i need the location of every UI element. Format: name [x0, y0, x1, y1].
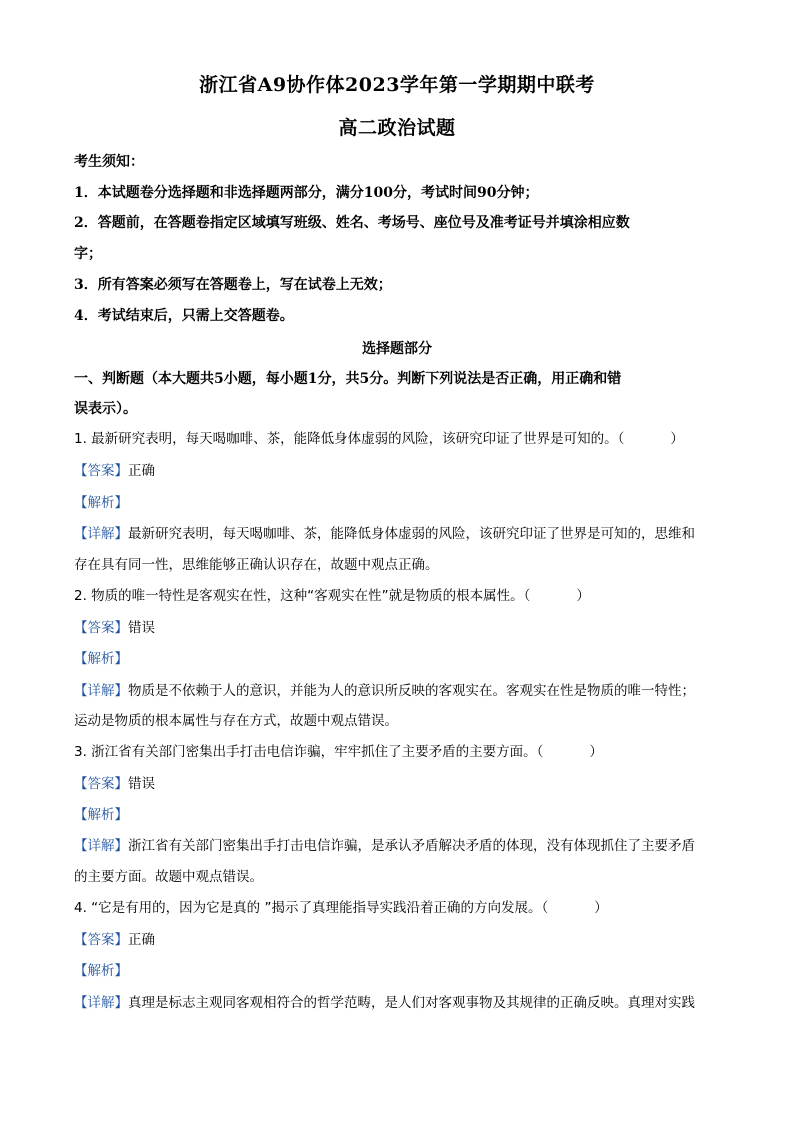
detail-text-cont: 存在具有同一性，思维能够正确认识存在，故题中观点正确。 — [74, 557, 439, 573]
part-heading-cont: 误表示）。 — [74, 401, 137, 417]
analysis-row — [74, 805, 724, 825]
answer-tag: 【答案】 — [74, 932, 128, 948]
notice-heading: 考生须知： — [74, 154, 144, 170]
answer-value: 错误 — [128, 620, 155, 636]
analysis-row — [74, 961, 724, 981]
part-heading: 一、判断题（本大题共5小题，每小题1分，共5分。判断下列说法是否正确，用正确和错 — [74, 371, 622, 387]
detail-text-cont: 运动是物质的根本属性与存在方式，故题中观点错误。 — [74, 713, 398, 729]
answer-value: 正确 — [128, 463, 155, 479]
answer-value: 错误 — [128, 776, 155, 792]
answer-row — [74, 930, 724, 950]
detail-tag: 【详解】 — [74, 995, 128, 1011]
notice-item: 字； — [74, 246, 102, 262]
section-title: 选择题部分 — [362, 341, 432, 357]
analysis-row — [74, 493, 724, 513]
detail-text-cont: 的主要方面。故题中观点错误。 — [74, 869, 263, 885]
answer-tag: 【答案】 — [74, 776, 128, 792]
question-text: 2. 物质的唯一特性是客观实在性，这种“客观实在性”就是物质的根本属性。 — [74, 588, 524, 604]
detail-row — [74, 524, 724, 544]
detail-tag: 【详解】 — [74, 838, 128, 854]
analysis-tag: 【解析】 — [74, 651, 128, 667]
exam-subtitle: 高二政治试题 — [338, 117, 456, 139]
answer-row — [74, 461, 724, 481]
detail-text: 浙江省有关部门密集出手打击电信诈骗，是承认矛盾解决矛盾的体现，没有体现抓住了主要矛盾 — [128, 838, 695, 854]
answer-value: 正确 — [128, 932, 155, 948]
notice-item: 4．考试结束后，只需上交答题卷。 — [74, 308, 294, 324]
answer-tag: 【答案】 — [74, 463, 128, 479]
analysis-tag: 【解析】 — [74, 495, 128, 511]
answer-row — [74, 774, 724, 794]
detail-text: 最新研究表明，每天喝咖啡、茶，能降低身体虚弱的风险，该研究印证了世界是可知的，思维和 — [128, 526, 695, 542]
question-text: 4. “它是有用的，因为它是真的 ”揭示了真理能指导实践沿着正确的方向发展。 — [74, 900, 542, 916]
exam-title: 浙江省A9协作体2023学年第一学期期中联考 — [199, 74, 595, 96]
detail-tag: 【详解】 — [74, 526, 128, 542]
answer-row — [74, 618, 724, 638]
detail-row — [74, 836, 724, 856]
question-stem: 3. 浙江省有关部门密集出手打击电信诈骗，牢牢抓住了主要矛盾的主要方面。（ ） — [74, 744, 603, 760]
question-stem: 2. 物质的唯一特性是客观实在性，这种“客观实在性”就是物质的根本属性。（ ） — [74, 588, 590, 604]
detail-row — [74, 993, 724, 1013]
question-stem: 1. 最新研究表明，每天喝咖啡、茶，能降低身体虚弱的风险，该研究印证了世界是可知的。（ ） — [74, 431, 684, 447]
notice-item: 2．答题前，在答题卷指定区域填写班级、姓名、考场号、座位号及准考证号并填涂相应数 — [74, 215, 630, 231]
answer-tag: 【答案】 — [74, 620, 128, 636]
question-stem: 4. “它是有用的，因为它是真的 ”揭示了真理能指导实践沿着正确的方向发展。（ ） — [74, 900, 608, 916]
detail-text: 物质是不依赖于人的意识，并能为人的意识所反映的客观实在。客观实在性是物质的唯一特性； — [128, 683, 695, 699]
question-text: 3. 浙江省有关部门密集出手打击电信诈骗，牢牢抓住了主要矛盾的主要方面。 — [74, 744, 537, 760]
detail-row — [74, 681, 724, 701]
analysis-row — [74, 649, 724, 669]
question-text: 1. 最新研究表明，每天喝咖啡、茶，能降低身体虚弱的风险，该研究印证了世界是可知的。 — [74, 431, 618, 447]
notice-item: 1．本试题卷分选择题和非选择题两部分，满分100分，考试时间90分钟； — [74, 185, 539, 201]
detail-tag: 【详解】 — [74, 683, 128, 699]
notice-item: 3．所有答案必须写在答题卷上，写在试卷上无效； — [74, 277, 392, 293]
detail-text: 真理是标志主观同客观相符合的哲学范畴，是人们对客观事物及其规律的正确反映。真理对实践 — [128, 995, 695, 1011]
analysis-tag: 【解析】 — [74, 963, 128, 979]
analysis-tag: 【解析】 — [74, 807, 128, 823]
